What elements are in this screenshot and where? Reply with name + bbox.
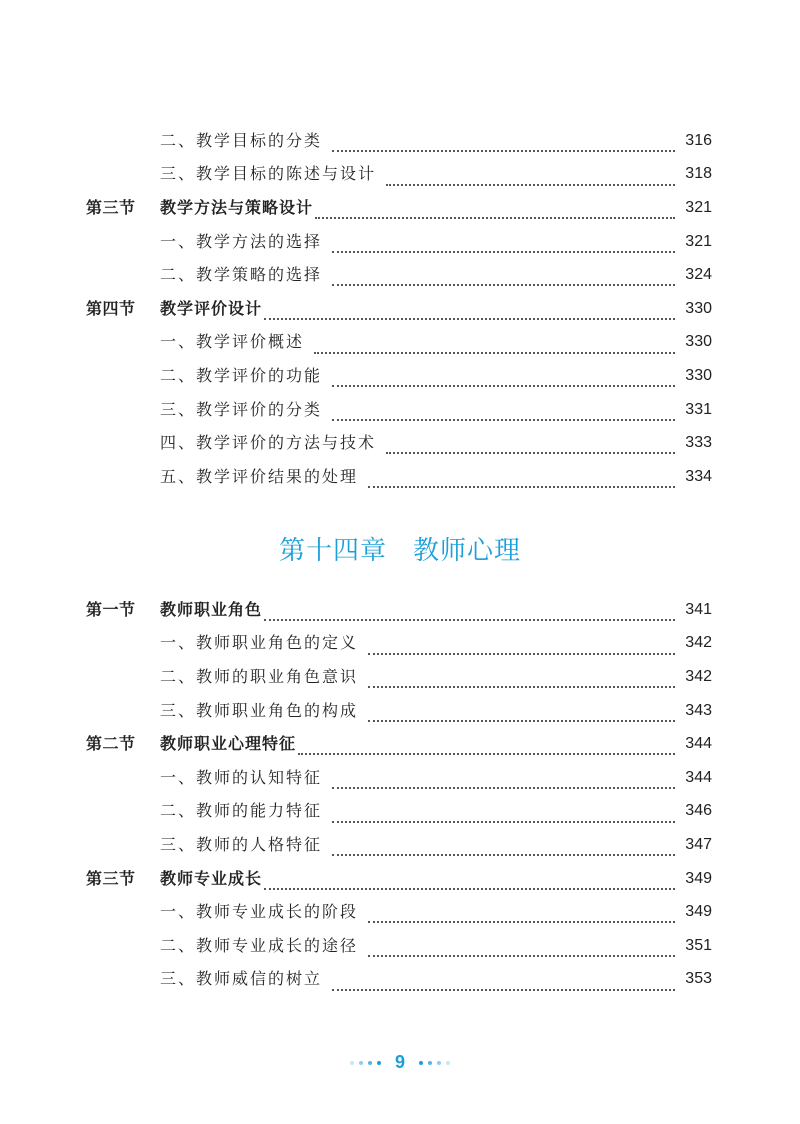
dot-leader	[332, 803, 675, 823]
dot-leader	[315, 199, 675, 219]
subsection-title: 二、教师的能力特征	[160, 803, 332, 819]
page-ref: 346	[685, 802, 712, 820]
page-ref: 344	[685, 735, 712, 753]
toc-subsection-entry	[0, 828, 800, 862]
section-label: 第一节	[86, 599, 136, 619]
toc-subsection-entry	[0, 895, 800, 929]
toc-subsection-entry	[0, 963, 800, 997]
page-ref: 351	[685, 936, 712, 954]
section-label: 第二节	[86, 734, 136, 754]
section-title: 教师专业成长	[160, 868, 263, 888]
section-label: 第三节	[86, 868, 136, 888]
toc-subsection-entry	[0, 359, 800, 393]
subsection-title: 三、教师威信的树立	[160, 971, 332, 987]
page-ref: 353	[685, 970, 712, 988]
chapter-title: 教师心理	[413, 536, 522, 566]
dot-leader	[368, 937, 675, 957]
dot-leader	[264, 870, 675, 890]
footer-dots-left	[350, 1061, 381, 1065]
page-footer	[0, 1052, 800, 1073]
page-ref: 321	[685, 232, 712, 250]
dot-leader	[332, 401, 675, 421]
dot-leader	[332, 132, 675, 152]
page-ref: 342	[685, 667, 712, 685]
toc-subsection-entry	[0, 929, 800, 963]
dot-leader	[332, 836, 675, 856]
toc-list-continued	[0, 124, 800, 494]
page-ref: 341	[685, 600, 712, 618]
page-ref: 333	[685, 434, 712, 452]
dot-leader	[386, 166, 675, 186]
page-ref: 344	[685, 768, 712, 786]
toc-section-entry	[0, 862, 800, 896]
subsection-title: 一、教师职业角色的定义	[160, 635, 368, 651]
page-ref: 330	[685, 333, 712, 351]
section-label: 第三节	[86, 197, 136, 217]
toc-subsection-entry	[0, 627, 800, 661]
dot-leader	[386, 434, 675, 454]
dot-leader	[332, 367, 675, 387]
toc-subsection-entry	[0, 795, 800, 829]
subsection-title: 一、教师专业成长的阶段	[160, 904, 368, 920]
dot-leader	[332, 769, 675, 789]
dot-leader	[332, 266, 675, 286]
section-title: 教师职业心理特征	[160, 734, 297, 754]
toc-section-entry	[0, 593, 800, 627]
page-ref: 331	[685, 400, 712, 418]
subsection-title: 二、教学评价的功能	[160, 368, 332, 384]
toc-subsection-entry	[0, 158, 800, 192]
dot-leader	[368, 702, 675, 722]
page-ref: 330	[685, 366, 712, 384]
toc-section-entry	[0, 191, 800, 225]
subsection-title: 二、教学目标的分类	[160, 133, 332, 149]
toc-subsection-entry	[0, 426, 800, 460]
toc-subsection-entry	[0, 460, 800, 494]
dot-leader	[368, 668, 675, 688]
toc-section-entry	[0, 727, 800, 761]
dot-leader	[368, 903, 675, 923]
page-ref: 330	[685, 299, 712, 317]
toc-subsection-entry	[0, 124, 800, 158]
subsection-title: 一、教学方法的选择	[160, 234, 332, 250]
subsection-title: 二、教师的职业角色意识	[160, 669, 368, 685]
dot-leader	[298, 735, 675, 755]
toc-list-chapter-14	[0, 593, 800, 996]
dot-leader	[314, 334, 675, 354]
section-title: 教学方法与策略设计	[160, 197, 314, 217]
subsection-title: 三、教学评价的分类	[160, 402, 332, 418]
toc-subsection-entry	[0, 660, 800, 694]
toc-subsection-entry	[0, 393, 800, 427]
page-ref: 316	[685, 131, 712, 149]
page-ref: 349	[685, 903, 712, 921]
section-title: 教学评价设计	[160, 298, 263, 318]
subsection-title: 二、教学策略的选择	[160, 267, 332, 283]
page-ref: 349	[685, 869, 712, 887]
page-number: 9	[394, 1052, 405, 1072]
page-ref: 321	[685, 198, 712, 216]
subsection-title: 二、教师专业成长的途径	[160, 938, 368, 954]
page-ref: 347	[685, 835, 712, 853]
subsection-title: 四、教学评价的方法与技术	[160, 435, 386, 451]
dot-leader	[332, 233, 675, 253]
subsection-title: 一、教师的认知特征	[160, 770, 332, 786]
subsection-title: 三、教师的人格特征	[160, 837, 332, 853]
dot-leader	[368, 635, 675, 655]
toc-subsection-entry	[0, 761, 800, 795]
subsection-title: 一、教学评价概述	[160, 334, 314, 350]
toc-section-entry	[0, 292, 800, 326]
dot-leader	[264, 601, 675, 621]
toc-subsection-entry	[0, 326, 800, 360]
section-label: 第四节	[86, 298, 136, 318]
page-ref: 343	[685, 701, 712, 719]
dot-leader	[368, 468, 675, 488]
subsection-title: 五、教学评价结果的处理	[160, 469, 368, 485]
toc-subsection-entry	[0, 225, 800, 259]
page-ref: 342	[685, 634, 712, 652]
footer-dots-right	[419, 1061, 450, 1065]
dot-leader	[332, 971, 675, 991]
subsection-title: 三、教学目标的陈述与设计	[160, 166, 386, 182]
page-ref: 324	[685, 266, 712, 284]
chapter-number: 第十四章	[278, 536, 387, 566]
toc-subsection-entry	[0, 258, 800, 292]
page-ref: 318	[685, 165, 712, 183]
chapter-heading	[0, 530, 800, 567]
toc-subsection-entry	[0, 694, 800, 728]
dot-leader	[264, 300, 675, 320]
subsection-title: 三、教师职业角色的构成	[160, 703, 368, 719]
page-ref: 334	[685, 467, 712, 485]
section-title: 教师职业角色	[160, 599, 263, 619]
